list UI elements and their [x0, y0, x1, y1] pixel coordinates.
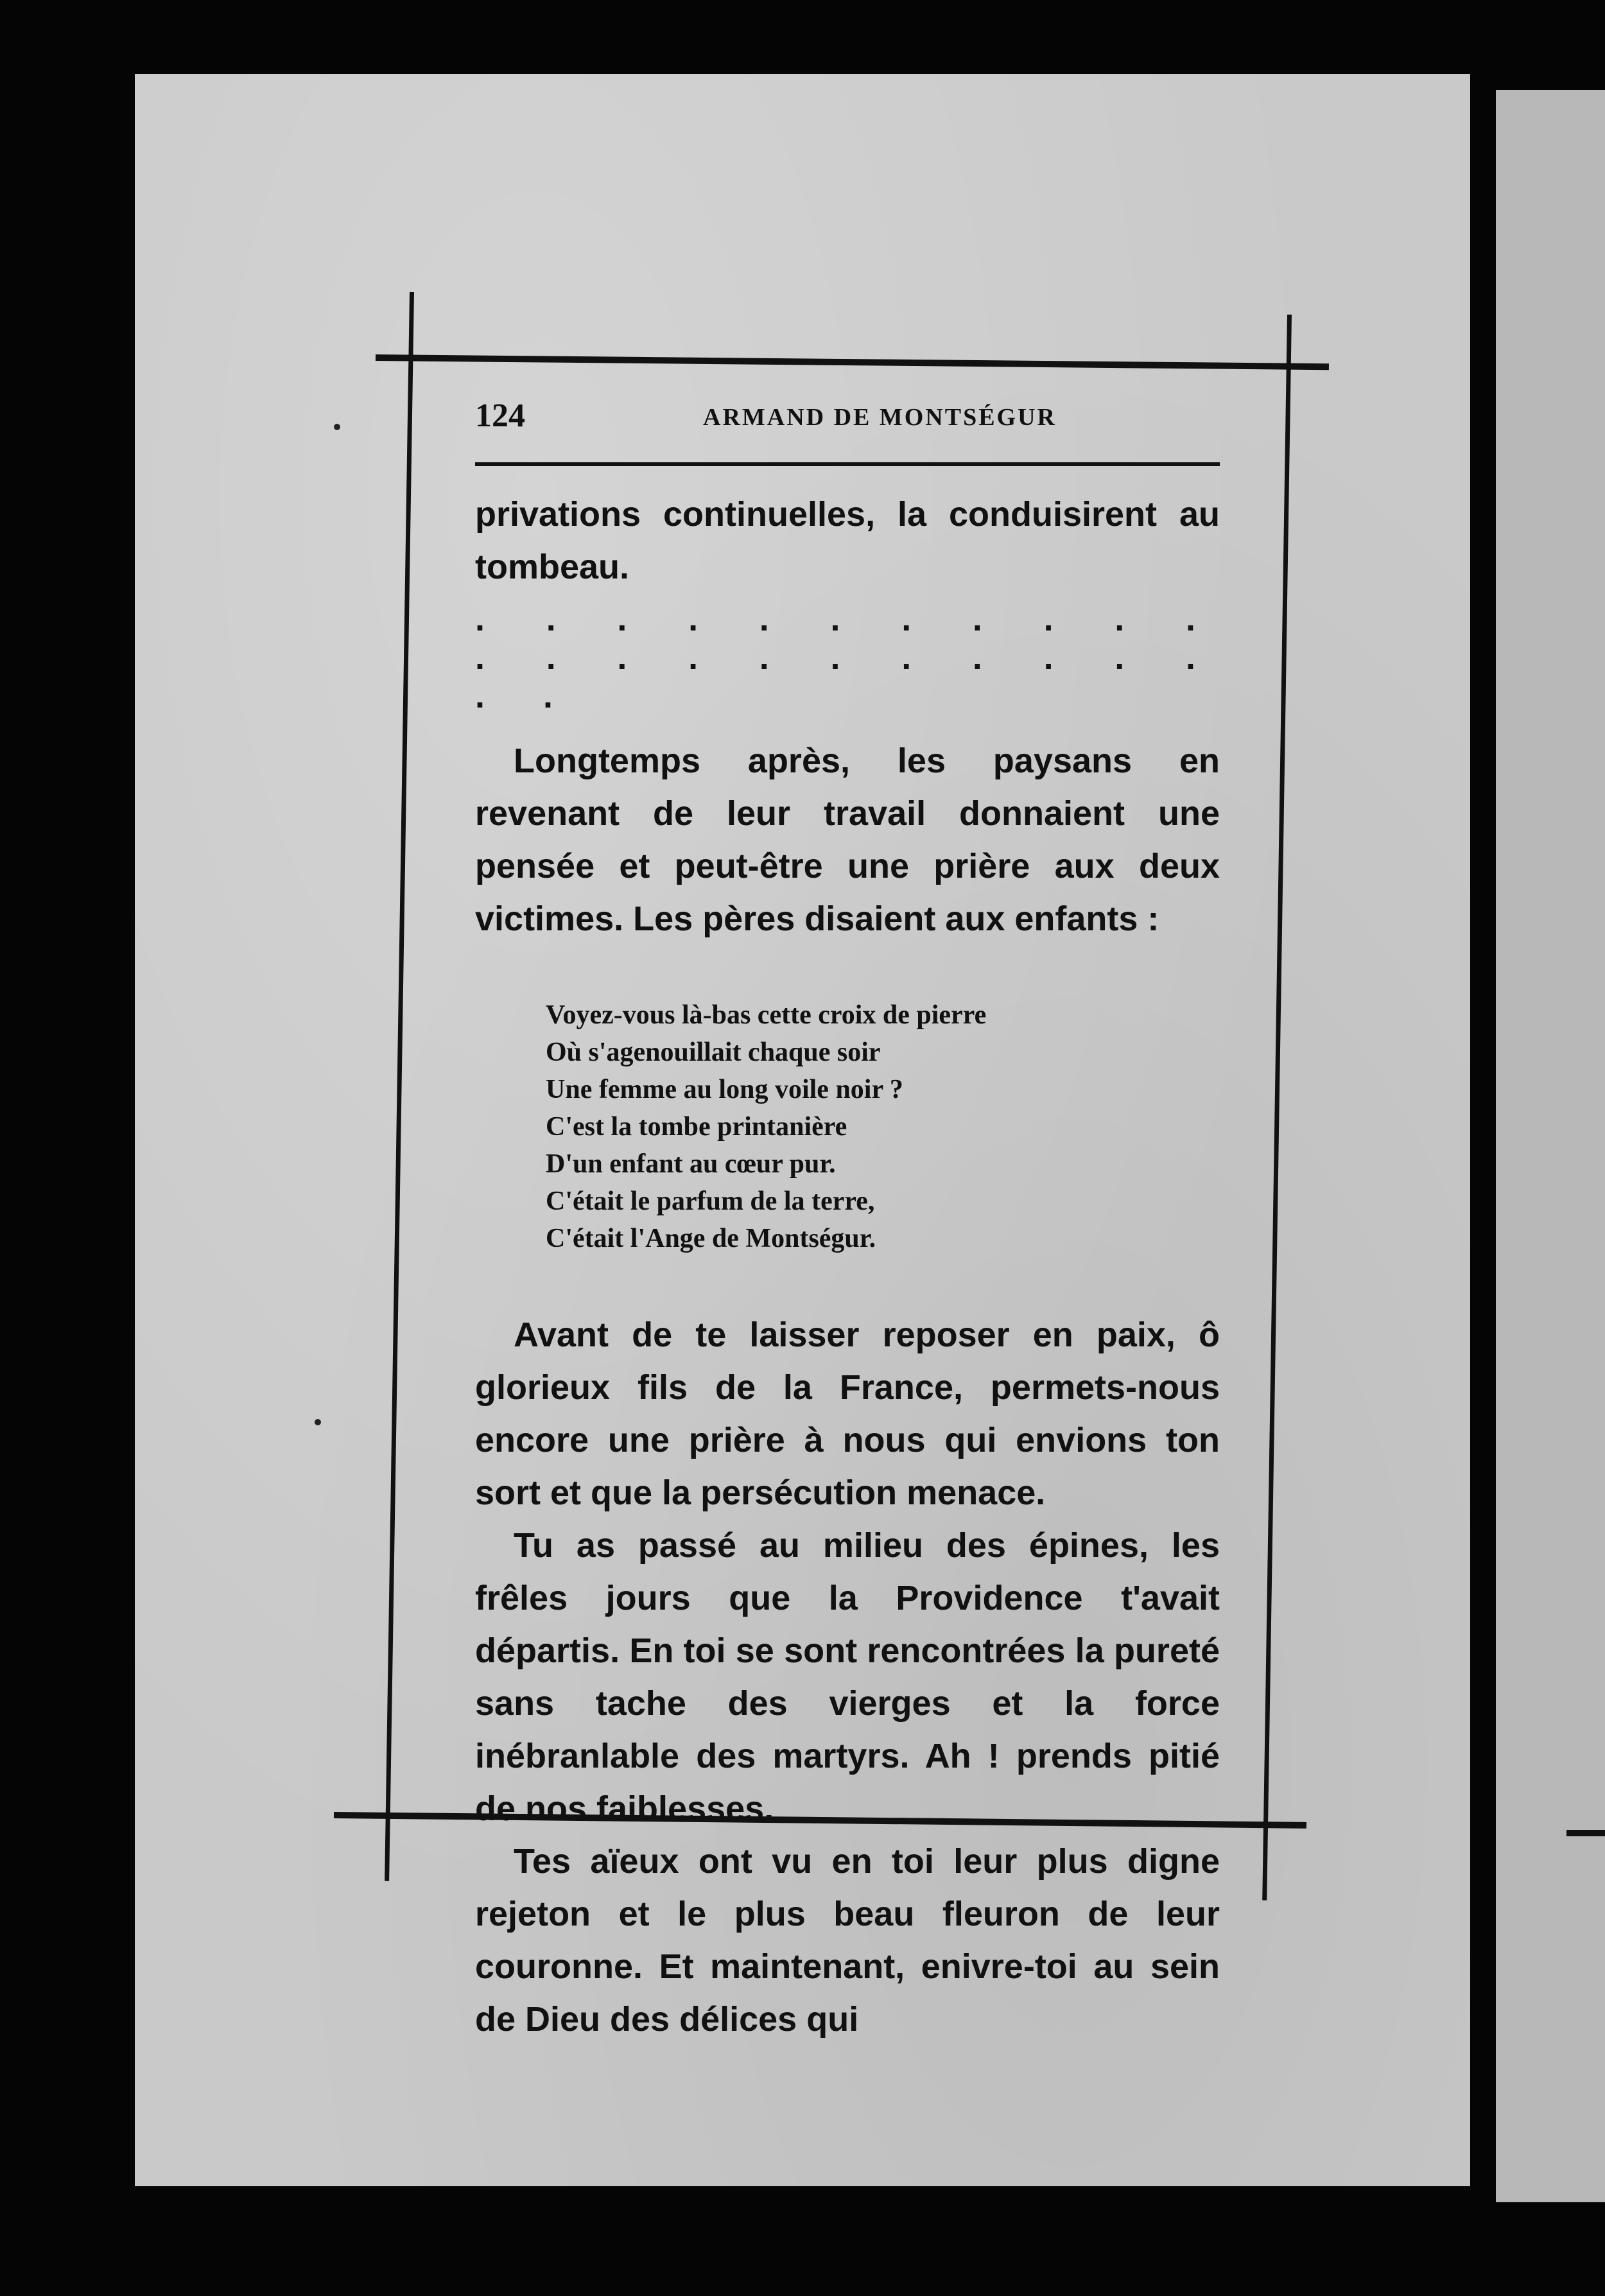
page-header: [475, 385, 1220, 443]
verse-line: C'était l'Ange de Montségur.: [546, 1224, 876, 1253]
page-number: 124: [475, 397, 525, 434]
verse-line: C'était le parfum de la terre,: [546, 1187, 875, 1216]
verse-line: Une femme au long voile noir ?: [546, 1075, 903, 1104]
verse-line: C'est la tombe printanière: [546, 1112, 847, 1142]
margin-speck: [334, 424, 340, 430]
verse-line: D'un enfant au cœur pur.: [546, 1149, 836, 1179]
page-content: [475, 385, 1220, 2046]
ellipsis-dots: . . . . . . . . . . . . . . . . . . . . . . . .: [475, 600, 1220, 715]
running-title: ARMAND DE MONTSÉGUR: [703, 404, 1057, 431]
header-rule: [475, 462, 1220, 466]
margin-speck: [315, 1419, 321, 1425]
paragraph: Tes aïeux ont vu en toi leur plus digne rejeton et le plus beau fleuron de leur couronne. Et maintenant, enivre-toi au sein de Dieu des délices qui: [475, 1842, 1220, 2039]
paragraph-continued: privations continuelles, la conduisirent au tombeau.: [475, 495, 1220, 586]
body-text-continued: [475, 1309, 1220, 2046]
verse-line: Voyez-vous là-bas cette croix de pierre: [546, 1000, 987, 1030]
verse-line: Où s'agenouillait chaque soir: [546, 1038, 881, 1067]
facing-page-rule: [1566, 1830, 1605, 1836]
paragraph: Tu as passé au milieu des épines, les frêles jours que la Providence t'avait départis. En toi se sont rencontrées la pureté sans tache des vierges et la force inébranlable des martyrs. Ah ! prends pitié de nos faiblesses.: [475, 1526, 1220, 1828]
paragraph: Longtemps après, les paysans en revenant de leur travail donnaient une pensée et peut-être une prière aux deux victimes. Les pères disaient aux enfants :: [475, 742, 1220, 938]
facing-page-edge: [1496, 90, 1605, 2202]
verse-stanza: [546, 996, 1220, 1257]
body-text: [475, 488, 1220, 945]
paragraph: Avant de te laisser reposer en paix, ô glorieux fils de la France, permets-nous encore une prière à nous qui envions ton sort et que la persécution menace.: [475, 1316, 1220, 1512]
